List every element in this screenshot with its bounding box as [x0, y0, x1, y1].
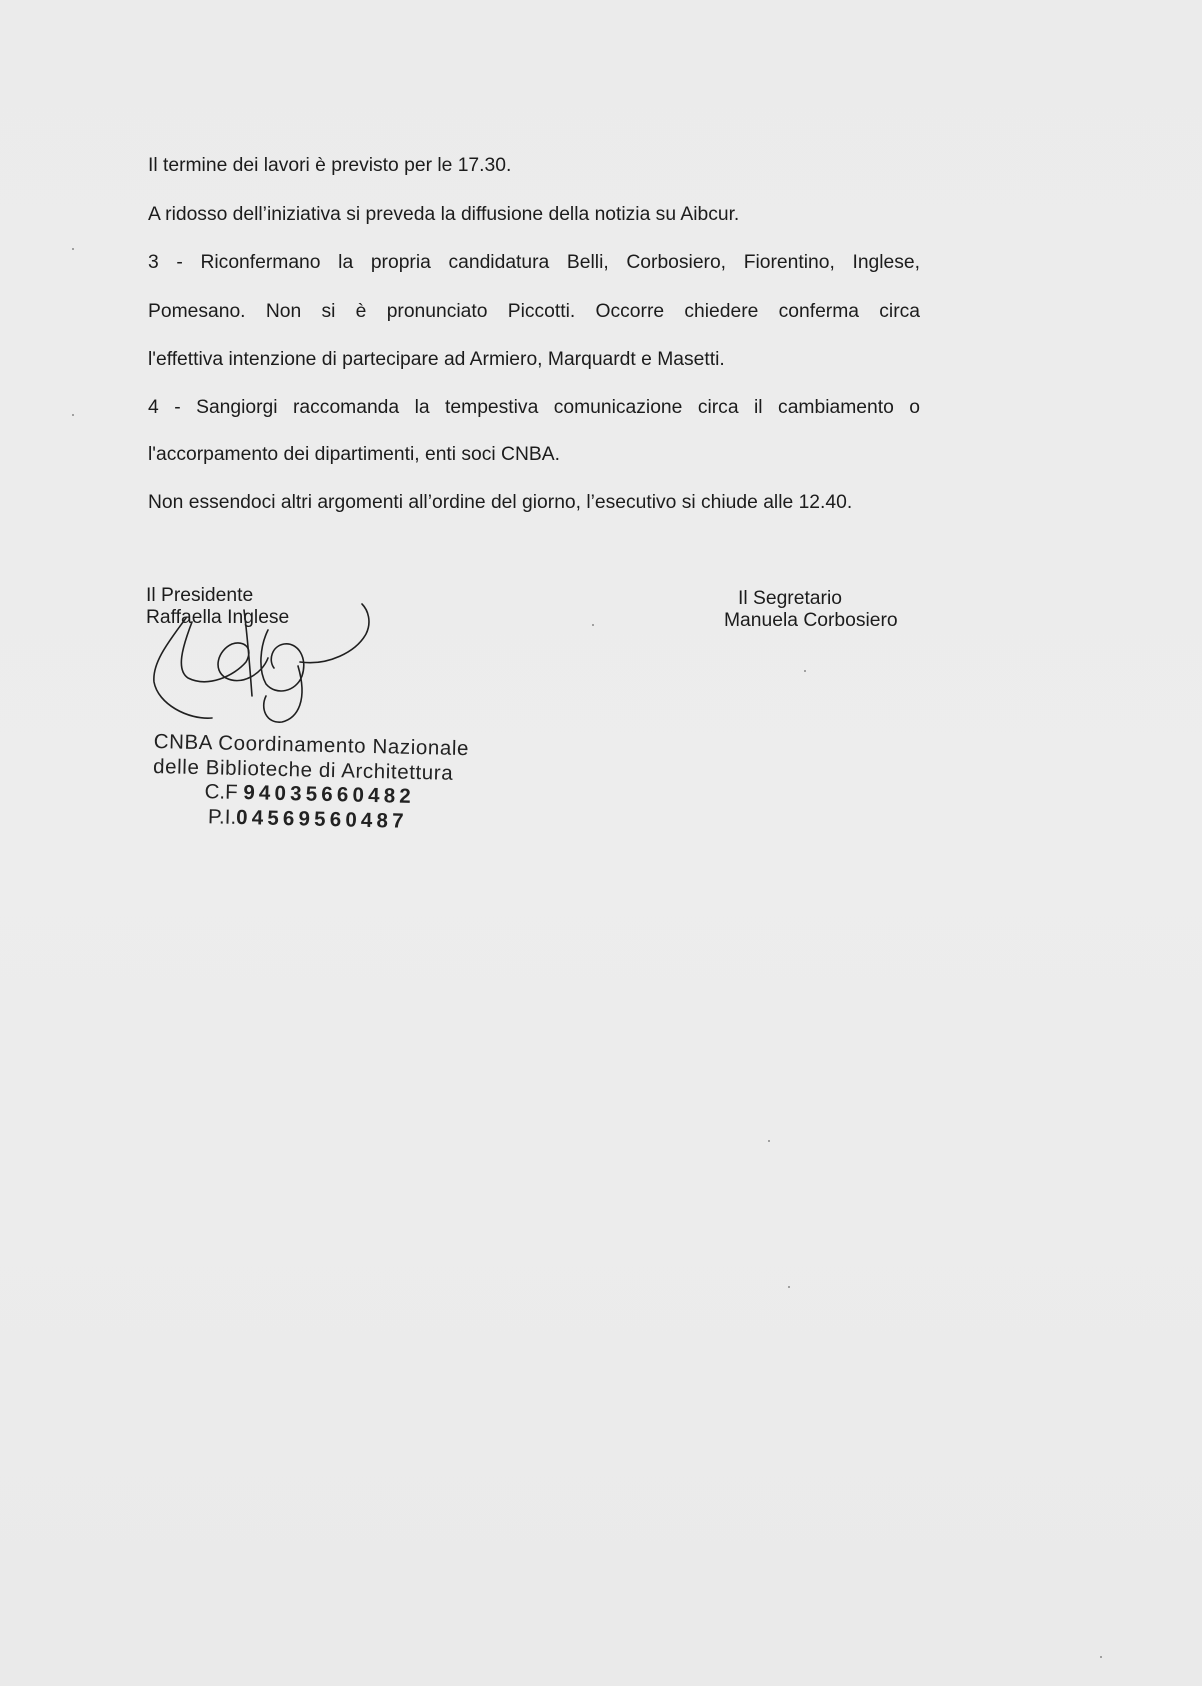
paragraph-end-time: Il termine dei lavori è previsto per le 17.30.	[148, 155, 512, 176]
secretary-title: Il Segretario	[738, 588, 842, 609]
paragraph-3-line-1: 3 - Riconfermano la propria candidatura Belli, Corbosiero, Fiorentino, Inglese,	[148, 252, 920, 273]
scan-speck	[72, 248, 74, 250]
scan-speck	[768, 1140, 770, 1142]
scan-speck	[788, 1286, 790, 1288]
stamp-pi-number: 04569560487	[235, 805, 409, 833]
institution-stamp	[152, 730, 470, 836]
paragraph-4-line-1: 4 - Sangiorgi raccomanda la tempestiva comunicazione circa il cambiamento o	[148, 397, 920, 418]
paragraph-3-line-2: Pomesano. Non si è pronunciato Piccotti. Occorre chiedere conferma circa	[148, 301, 920, 322]
stamp-line-2: delle Biblioteche di Architettura	[152, 754, 454, 785]
scan-speck	[592, 624, 594, 626]
stamp-cf-label: C.F	[204, 780, 238, 805]
paragraph-aibcur-notice: A ridosso dell’iniziativa si preveda la diffusione della notizia su Aibcur.	[148, 204, 740, 225]
secretary-name: Manuela Corbosiero	[724, 609, 898, 631]
paragraph-closing: Non essendoci altri argomenti all’ordine del giorno, l’esecutivo si chiude alle 12.40.	[148, 492, 853, 513]
stamp-line-1: CNBA Coordinamento Nazionale	[153, 730, 470, 761]
paragraph-3-line-3: l'effettiva intenzione di partecipare ad Armiero, Marquardt e Masetti.	[148, 349, 725, 370]
scan-speck	[804, 670, 806, 672]
scan-speck	[1100, 1656, 1102, 1658]
president-name: Raffaella Inglese	[146, 606, 290, 628]
stamp-pi-label: P.I.	[207, 805, 237, 829]
scan-speck	[72, 414, 74, 416]
handwritten-signature	[148, 600, 378, 730]
paragraph-4-line-2: l'accorpamento dei dipartimenti, enti soci CNBA.	[148, 444, 560, 465]
stamp-cf-number: 94035660482	[243, 781, 416, 809]
secretary-signature-block	[724, 588, 898, 631]
president-title: Il Presidente	[146, 585, 254, 606]
